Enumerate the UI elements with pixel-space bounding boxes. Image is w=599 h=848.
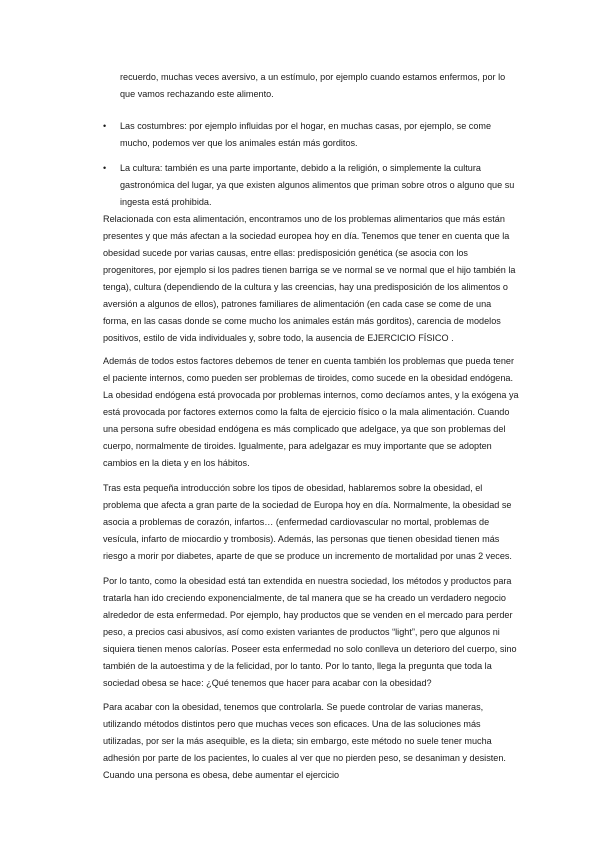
paragraph: Relacionada con esta alimentación, encontramos uno de los problemas alimentarios que más están presentes y que más afectan a la sociedad europea hoy en día. Tenemos que tener en cuenta que la obesidad sucede por varias causas, entre ellas: predisposición genética (se asocia con los progenitores, por ejemplo si los padres tienen barriga se ve normal se ve normal que el hijo también la tenga), cultura (dependiendo de la cultura y las creencias, hay una predisposición de los alimentos o aversión a algunos de ellos), patrones familiares de alimentación (en cada case se come de una forma, en las casas donde se come mucho los animales están más gorditos), carencia de modelos positivos, estilo de vida individuales y, sobre todo, la ausencia de EJERCICIO FÍSICO . [103,214,516,343]
bullet-item-cultura: La cultura: también es una parte importante, debido a la religión, o simplemente la cultura gastronómica del lugar, ya que existen algunos alimentos que priman sobre otros o alguno que su ingesta está prohibida. [120,163,515,207]
continuation-text: recuerdo, muchas veces aversivo, a un estímulo, por ejemplo cuando estamos enfermos, por lo que vamos rechazando este alimento. [120,72,506,99]
paragraph: Por lo tanto, como la obesidad está tan extendida en nuestra sociedad, los métodos y productos para tratarla han ido creciendo exponencialmente, de tal manera que se ha creado un verdadero negocio alrededor de esta enfermedad. Por ejemplo, hay productos que se venden en el mercado para perder peso, a precios casi abusivos, así como existen variantes de productos “light”, pero que algunos ni siquiera tienen menos calorías. Poseer esta enfermedad no solo conlleva un deterioro del cuerpo, sino también de la autoestima y de la felicidad, por lo tanto. Por lo tanto, llega la pregunta que toda la sociedad obesa se hace: ¿Qué tenemos que hacer para acabar con la obesidad? [103,576,517,688]
bullet-marker: • [103,121,107,131]
paragraph: Además de todos estos factores debemos de tener en cuenta también los problemas que pueda tener el paciente internos, como pueden ser problemas de tiroides, como sucede en la obesidad endógena. La obesidad endógena está provocada por problemas internos, como decíamos antes, y la exógena ya está provocada por factores externos como la falta de ejercicio físico o la mala alimentación. Cuando una persona sufre obesidad endógena es más complicado que adelgace, ya que son problemas del cuerpo, normalmente de tiroides. Igualmente, para adelgazar es muy importante que se adopten cambios en la dieta y en los hábitos. [103,356,519,468]
paragraph: Para acabar con la obesidad, tenemos que controlarla. Se puede controlar de varias maneras, utilizando métodos distintos pero que muchas veces son eficaces. Una de las soluciones más utilizadas, por ser la más asequible, es la dieta; sin embargo, este método no suele tener mucha adhesión por parte de los pacientes, lo cuales al ver que no pierden peso, se desaniman y desisten. Cuando una persona es obesa, debe aumentar el ejercicio [103,702,506,780]
bullet-marker: • [103,163,107,173]
paragraph: Tras esta pequeña introducción sobre los tipos de obesidad, hablaremos sobre la obesidad, el problema que afecta a gran parte de la sociedad de Europa hoy en día. Normalmente, la obesidad se asocia a problemas de corazón, infartos… (enfermedad cardiovascular no mortal, problemas de vesícula, infarto de miocardio y trombosis). Además, las personas que tienen obesidad tienen más riesgo a morir por diabetes, aparte de que se produce un incremento de mortalidad por unas 2 veces. [103,483,512,561]
bullet-item-costumbres: Las costumbres: por ejemplo influidas por el hogar, en muchas casas, por ejemplo, se come mucho, podemos ver que los animales están más gorditos. [120,121,492,148]
